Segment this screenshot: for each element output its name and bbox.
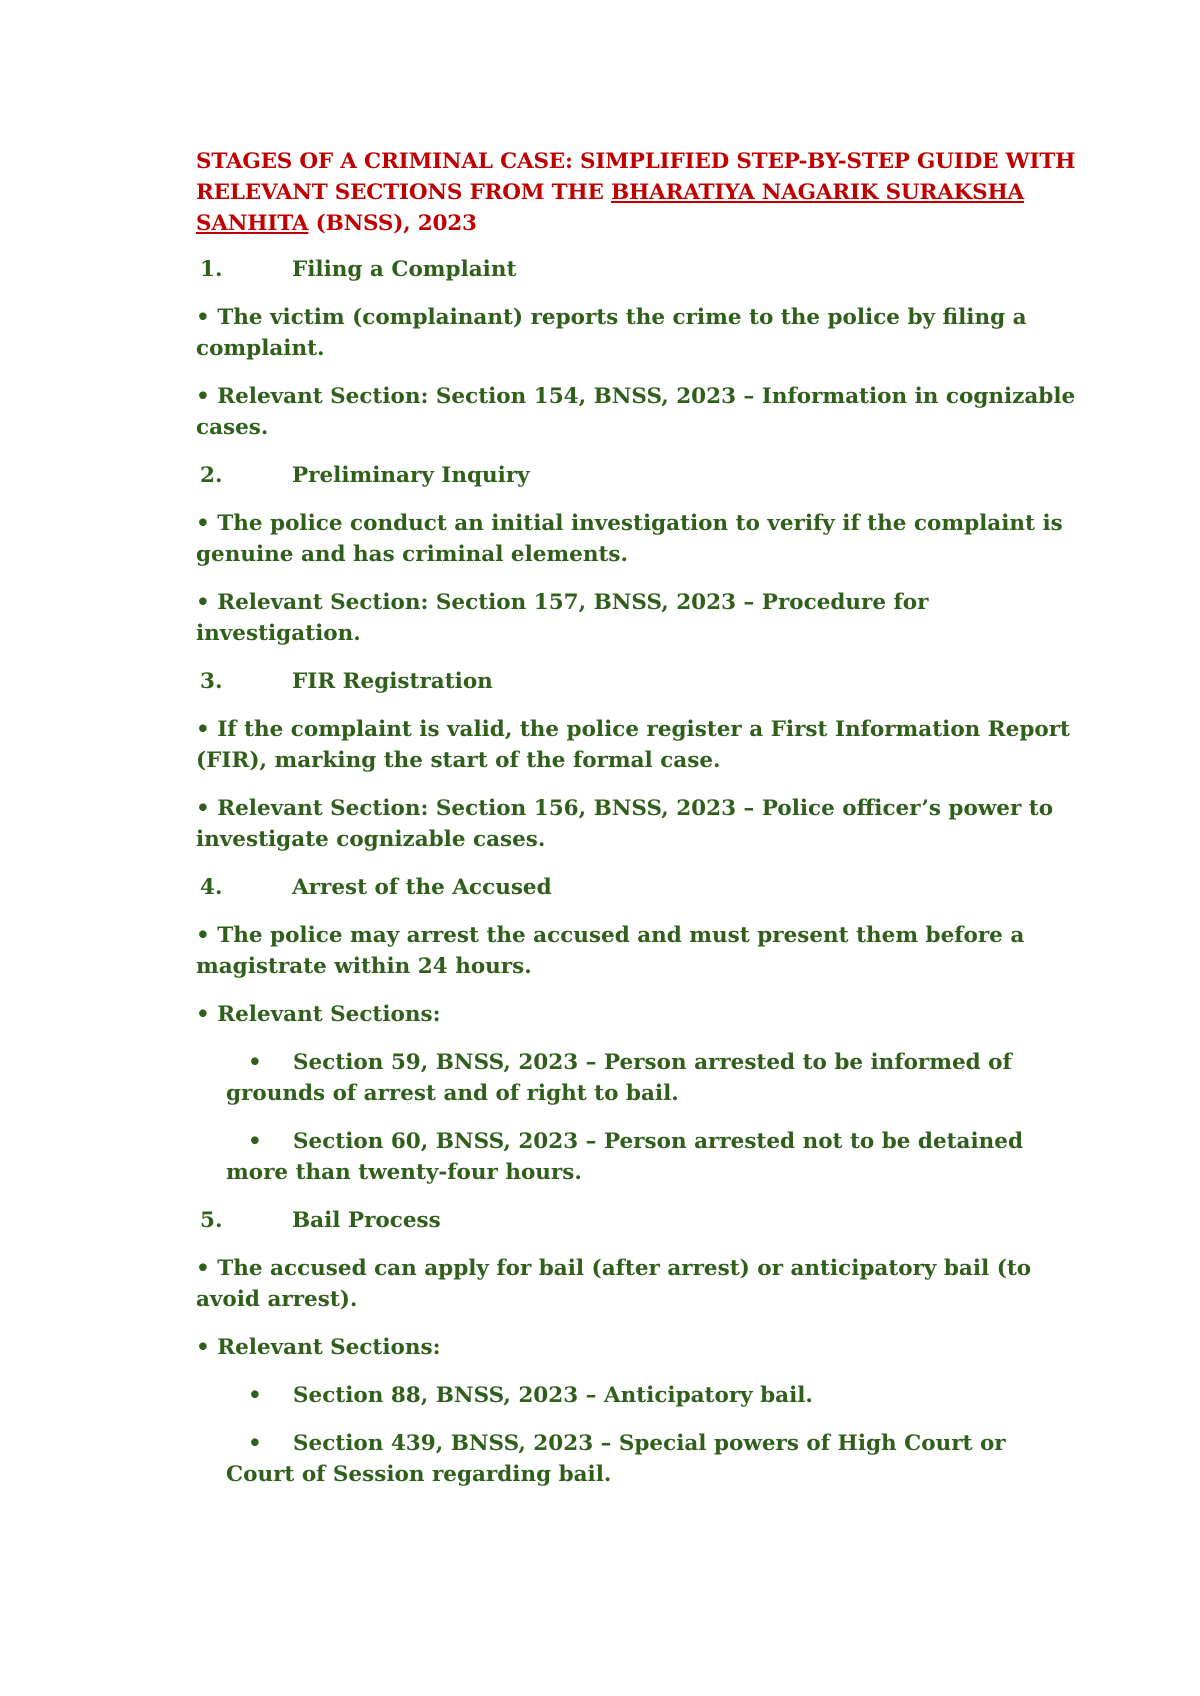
sub-bullet-text: Section 60, BNSS, 2023 – Person arrested not to be detained more than twenty-four hours. [226,1129,1023,1185]
bullet-icon: • [196,590,210,615]
bullet-point [196,587,1076,649]
step-title: Bail Process [292,1208,441,1233]
bullet-point [196,714,1076,776]
bullet-point [196,381,1076,443]
bullet-icon: • [248,1129,262,1154]
bullet-icon: • [248,1050,262,1075]
bullet-icon: • [196,1335,210,1360]
bullet-point [196,999,1076,1030]
step-number: 1. [200,257,223,282]
bullet-point [196,1253,1076,1315]
bnss-link[interactable]: BHARATIYA NAGARIK SURAKSHA SANHITA [196,180,1025,236]
document-title [196,146,1076,239]
document-page [196,146,1076,1507]
bullet-icon: • [248,1431,262,1456]
bullet-text: Relevant Sections: [217,1335,441,1360]
step-number: 4. [200,875,223,900]
bullet-icon: • [196,1002,210,1027]
title-text-start: STAGES OF A CRIMINAL CASE: SIMPLIFIED STEP-BY-STEP GUIDE WITH RELEVANT SECTIONS FROM THE [196,149,1076,205]
bullet-icon: • [196,923,210,948]
step-heading [196,666,1076,697]
step-title: Preliminary Inquiry [292,463,530,488]
title-text-end: (BNSS), 2023 [308,211,477,236]
bullet-point [196,920,1076,982]
bullet-text: Relevant Section: Section 157, BNSS, 2023 – Procedure for investigation. [196,590,929,646]
bullet-text: If the complaint is valid, the police register a First Information Report (FIR), marking the start of the formal case. [196,717,1070,773]
bullet-icon: • [196,305,210,330]
bullet-icon: • [196,511,210,536]
sub-bullet-point [196,1428,1076,1490]
step-heading [196,254,1076,285]
bullet-text: Relevant Sections: [217,1002,441,1027]
sub-bullet-text: Section 88, BNSS, 2023 – Anticipatory bail. [293,1383,813,1408]
sub-bullet-point [196,1047,1076,1109]
bullet-icon: • [196,796,210,821]
bullet-point [196,1332,1076,1363]
bullet-text: Relevant Section: Section 156, BNSS, 2023 – Police officer’s power to investigate cognizable cases. [196,796,1054,852]
bullet-icon: • [248,1383,262,1408]
bullet-text: Relevant Section: Section 154, BNSS, 2023 – Information in cognizable cases. [196,384,1076,440]
step-heading [196,1205,1076,1236]
bullet-icon: • [196,717,210,742]
bullet-text: The police conduct an initial investigation to verify if the complaint is genuine and has criminal elements. [196,511,1063,567]
sub-bullet-point [196,1380,1076,1411]
step-number: 3. [200,669,223,694]
step-heading [196,872,1076,903]
step-title: Arrest of the Accused [292,875,552,900]
bullet-text: The accused can apply for bail (after arrest) or anticipatory bail (to avoid arrest). [196,1256,1032,1312]
bullet-icon: • [196,1256,210,1281]
step-title: Filing a Complaint [292,257,517,282]
step-title: FIR Registration [292,669,493,694]
sub-bullet-point [196,1126,1076,1188]
step-number: 2. [200,463,223,488]
bullet-text: The victim (complainant) reports the crime to the police by filing a complaint. [196,305,1027,361]
step-number: 5. [200,1208,223,1233]
bullet-icon: • [196,384,210,409]
bullet-point [196,793,1076,855]
sub-bullet-text: Section 59, BNSS, 2023 – Person arrested to be informed of grounds of arrest and of right to bail. [226,1050,1012,1106]
step-heading [196,460,1076,491]
sub-bullet-text: Section 439, BNSS, 2023 – Special powers of High Court or Court of Session regarding bail. [226,1431,1006,1487]
bullet-point [196,508,1076,570]
bullet-text: The police may arrest the accused and must present them before a magistrate within 24 hours. [196,923,1025,979]
bullet-point [196,302,1076,364]
